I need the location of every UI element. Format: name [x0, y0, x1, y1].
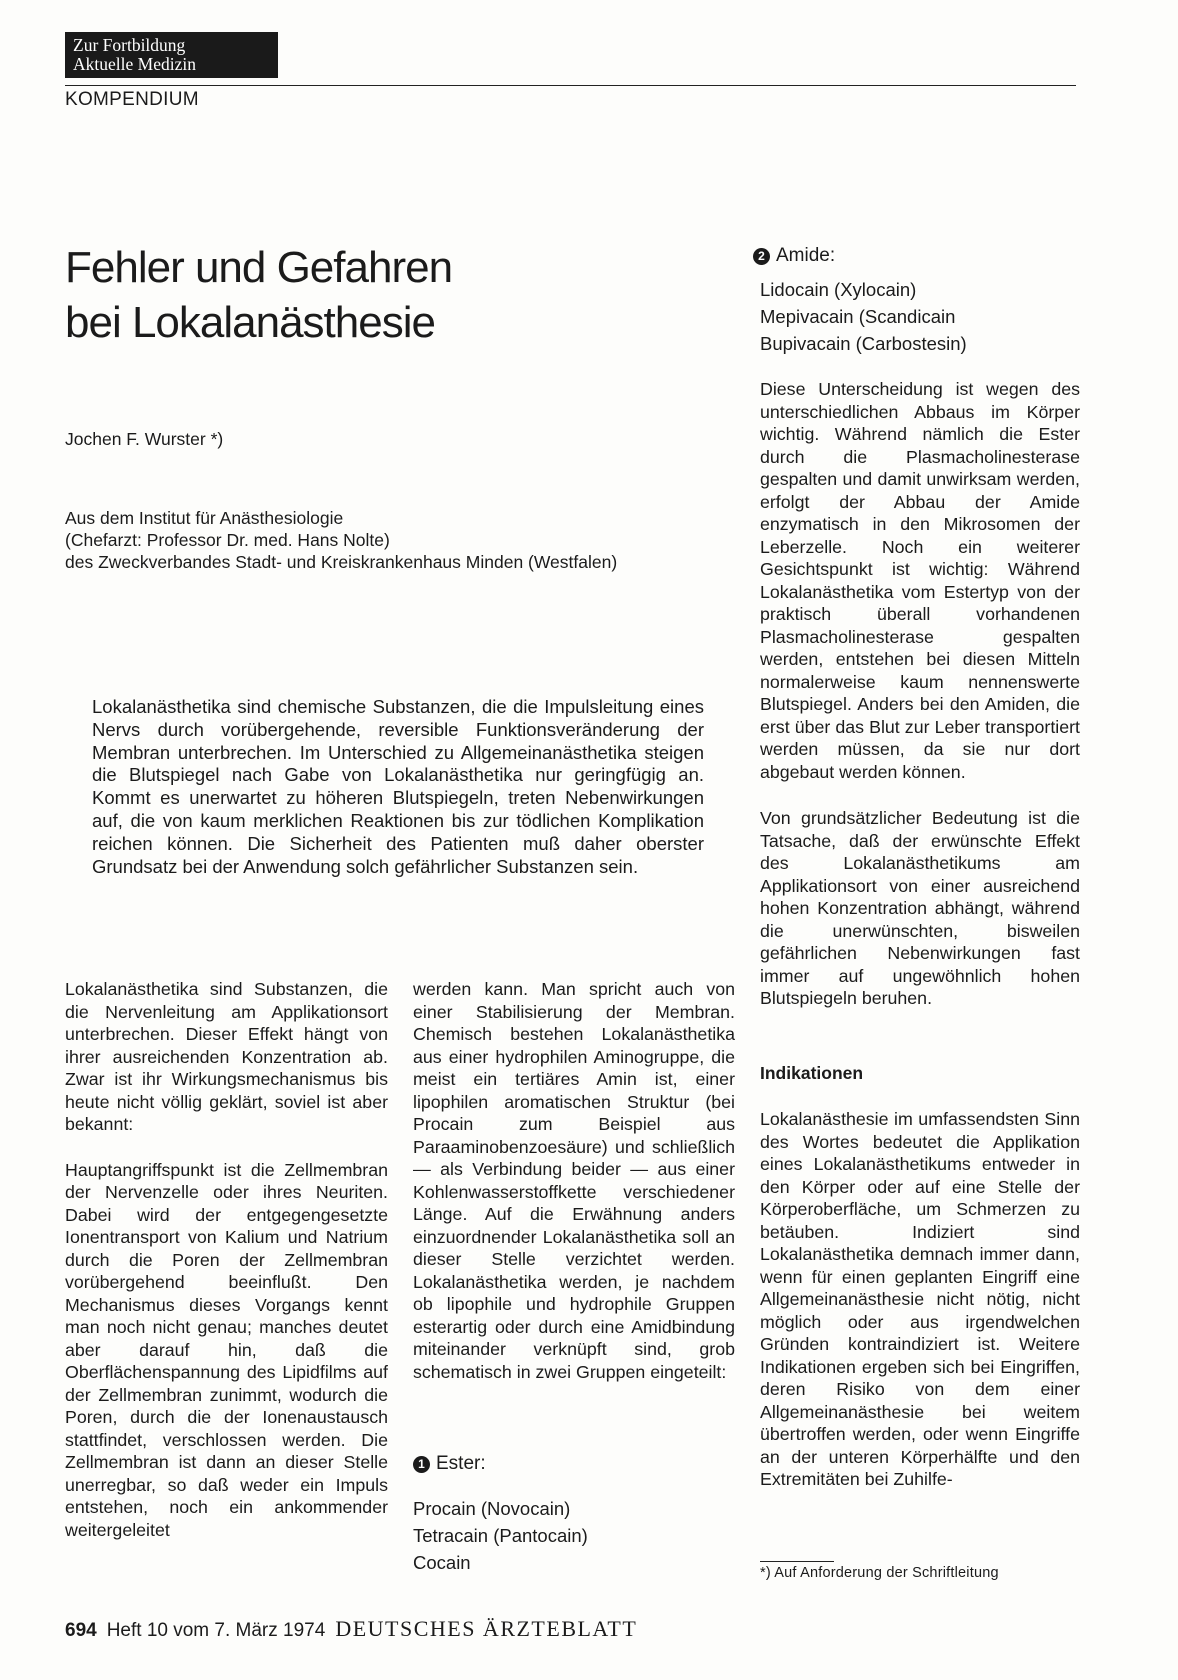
body-paragraph: werden kann. Man spricht auch von einer Stabilisierung der Membran. Chemisch bestehen Lokalanästhetika aus einer hydrophilen Aminogruppe, die meist ein tertiäres Amin ist, einer lipophilen aromatischen Struktur (bei Procain zum Beispiel aus Paraaminobenzoesäure) und schließlich — als Verbindung beider — aus einer Kohlenwasserstoffkette verschiedener Länge. Auf die Erwähnung anders einzuordnender Lokalanästhetika soll an dieser Stelle verzichtet werden. Lokalanästhetika werden, je nachdem ob lipophile und hydrophile Gruppen esterartig oder durch eine Amidbindung miteinander verknüpft sind, grob schematisch in zwei Gruppen eingeteilt: [413, 979, 735, 1382]
journal-name: DEUTSCHES ÄRZTEBLATT [335, 1616, 638, 1641]
list-item: Lidocain (Xylocain) [760, 279, 917, 300]
ester-heading-label: Ester: [436, 1453, 486, 1474]
amide-group [753, 245, 967, 357]
list-item: Tetracain (Pantocain) [413, 1525, 588, 1546]
list-item: Bupivacain (Carbostesin) [760, 333, 967, 354]
amide-heading [753, 245, 967, 267]
column-middle [413, 978, 735, 1383]
body-paragraph: Lokalanästhesie im umfassendsten Sinn des Wortes bedeutet die Applikation eines Lokalanästhetikums entweder in den Körper oder auf eine Stelle der Körperoberfläche, um Schmerzen zu betäuben. Indiziert sind Lokalanästhetika demnach immer dann, wenn für einen geplanten Eingriff eine Allgemeinanästhesie nicht nötig, nicht möglich oder aus irgendwelchen Gründen kontraindiziert ist. Weitere Indikationen ergeben sich bei Eingriffen, deren Risiko von dem einer Allgemeinanästhesie bei weitem übertroffen werden, oder wenn Eingriffe an der unteren Körperhälfte und den Extremitäten bei Zuhilfe- [760, 1109, 1080, 1489]
list-item: Cocain [413, 1552, 471, 1573]
affiliation [65, 507, 617, 573]
body-paragraph: Diese Unterscheidung ist wegen des unterschiedlichen Abbaus im Körper wichtig. Während nämlich die Ester durch die Plasmacholinesterase gespalten und damit unwirksam werden, erfolgt der Abbau der Amide enzymatisch in den Mikrosomen der Leberzelle. Noch ein weiterer Gesichtspunkt ist wichtig: Während Lokalanästhetika vom Estertyp von der praktisch überall vorhandenen Plasmacholinesterase gespalten werden, entstehen bei diesen Mitteln normalerweise kaum nennenswerte Blutspiegel. Anders bei den Amiden, die erst über das Blut zur Leber transportiert werden müssen, da sie nur dort abgebaut werden können. [760, 379, 1080, 782]
section-heading-indikationen: Indikationen [760, 1062, 864, 1083]
affiliation-line-1: Aus dem Institut für Anästhesiologie [65, 508, 344, 528]
body-paragraph: Hauptangriffspunkt ist die Zellmembran der Nervenzelle oder ihres Neuriten. Dabei wird der entgegengesetzte Ionentransport von Kalium und Natrium durch die Poren der Zellmembran vorübergehend beeinflußt. Den Mechanismus dieses Vorgangs kennt man noch nicht genau; manches deutet aber darauf hin, daß die Oberflächenspannung des Lipidfilms auf der Zellmembran zunimmt, wodurch die Poren, durch die der Ionenaustausch stattfindet, verschlossen werden. Die Zellmembran ist dann an dieser Stelle unerregbar, so daß weder ein Impuls entstehen, noch ein ankommender weitergeleitet [65, 1159, 388, 1540]
title-line-1: Fehler und Gefahren [65, 243, 453, 292]
body-paragraph: Von grundsätzlicher Bedeutung ist die Tatsache, daß der erwünschte Effekt des Lokalanästhetikums am Applikationsort von einer ausreichend hohen Konzentration abhängt, während die unerwünschten, bisweilen gefährlichen Nebenwirkungen fast immer auf ungewöhnlich hohen Blutspiegeln beruhen. [760, 808, 1080, 1008]
page-number: 694 [65, 1620, 97, 1641]
footnote: *) Auf Anforderung der Schriftleitung [760, 1565, 999, 1581]
number-2-icon: 2 [753, 248, 770, 265]
header-rule [65, 85, 1076, 86]
amide-list [760, 276, 967, 357]
column-right [760, 378, 1080, 1491]
page-footer [65, 1616, 637, 1642]
affiliation-line-2: (Chefarzt: Professor Dr. med. Hans Nolte) [65, 530, 390, 550]
author: Jochen F. Wurster *) [65, 429, 224, 449]
body-paragraph: Lokalanästhetika sind Substanzen, die die Nervenleitung am Applikationsort unterbrechen. Dieser Effekt hängt von ihrer ausreichenden Konzentration ab. Zwar ist ihr Wirkungsmechanismus bis heute nicht völlig geklärt, soviel ist aber bekannt: [65, 979, 388, 1134]
series-label-box [65, 32, 278, 78]
section-label: KOMPENDIUM [65, 89, 199, 110]
article-title [65, 240, 705, 350]
amide-heading-label: Amide: [776, 245, 836, 266]
ester-heading [413, 1453, 588, 1475]
ester-group [413, 1453, 588, 1576]
series-label-line-2: Aktuelle Medizin [73, 54, 196, 74]
ester-list [413, 1495, 588, 1576]
column-left [65, 978, 388, 1541]
list-item: Mepivacain (Scandicain [760, 306, 956, 327]
issue-info: Heft 10 vom 7. März 1974 [106, 1620, 326, 1641]
abstract: Lokalanästhetika sind chemische Substanzen, die die Impulsleitung eines Nervs durch vorübergehende, reversible Funktionsveränderung der Membran unterbrechen. Im Unterschied zu Allgemeinanästhetika steigen die Blutspiegel nach Gabe von Lokalanästhetika nur geringfügig an. Kommt es unerwartet zu höheren Blutspiegeln, treten Nebenwirkungen auf, die von kaum merklichen Reaktionen bis zur tödlichen Komplikation reichen können. Die Sicherheit des Patienten muß daher oberster Grundsatz bei der Anwendung solch gefährlicher Substanzen sein. [92, 696, 704, 877]
list-item: Procain (Novocain) [413, 1498, 571, 1519]
title-line-2: bei Lokalanästhesie [65, 298, 435, 347]
footnote-rule [760, 1561, 834, 1562]
series-label-line-1: Zur Fortbildung [73, 35, 186, 55]
affiliation-line-3: des Zweckverbandes Stadt- und Kreiskrankenhaus Minden (Westfalen) [65, 552, 618, 572]
number-1-icon: 1 [413, 1456, 430, 1473]
